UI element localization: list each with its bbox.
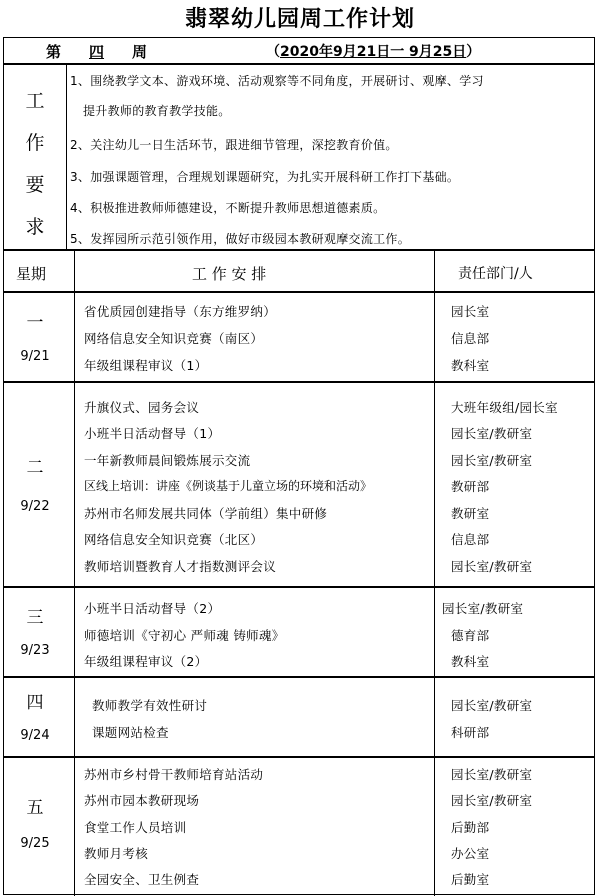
day-label: 五 — [26, 798, 44, 818]
week-label — [46, 41, 147, 62]
day-label: 三 — [26, 608, 44, 628]
week-suffix: 周 — [132, 43, 148, 61]
resp-item: 园长室/教研室 — [451, 767, 533, 782]
divider — [434, 249, 435, 628]
plan-table — [3, 37, 595, 895]
task-item: 区线上培训：讲座《例谈基于儿童立场的环境和活动》 — [84, 479, 373, 493]
week-row — [4, 38, 596, 63]
requirement-item: 1、围绕教学文本、游戏环境、活动观察等不同角度，开展研讨、观摩、学习 — [70, 74, 484, 88]
requirement-item: 3、加强课题管理，合理规划课题研究，为扎实开展科研工作打下基础。 — [70, 170, 460, 184]
requirement-item: 提升教师的教育教学技能。 — [83, 104, 231, 118]
date-range-close: ） — [466, 44, 481, 60]
resp-item: 教研室 — [451, 506, 490, 521]
resp-item: 园长室/教研室 — [451, 426, 533, 441]
divider — [4, 586, 594, 588]
req-char: 求 — [25, 216, 45, 238]
week-number: 四 — [89, 43, 105, 61]
divider — [74, 249, 75, 896]
task-item: 全园安全、卫生例查 — [84, 872, 200, 887]
task-item: 课题网站检查 — [92, 725, 169, 740]
resp-item: 教科室 — [451, 358, 490, 373]
date-range-text: 2020年9月21日一 9月25日 — [280, 44, 467, 60]
resp-item: 园长室/教研室 — [451, 793, 533, 808]
day-label: 一 — [26, 313, 44, 333]
resp-item: 园长室 — [451, 304, 490, 319]
task-item: 网络信息安全知识竞赛（北区） — [84, 532, 264, 547]
day-label: 二 — [26, 458, 44, 478]
date-range — [266, 41, 480, 61]
task-item: 年级组课程审议（2） — [84, 654, 208, 669]
day-date: 9/21 — [20, 349, 50, 364]
header-day: 星期 — [16, 265, 47, 283]
req-char: 作 — [25, 132, 45, 154]
task-item: 苏州市园本教研现场 — [84, 793, 200, 808]
task-item: 年级组课程审议（1） — [84, 358, 208, 373]
task-item: 师德培训《守初心 严师魂 铸师魂》 — [84, 628, 285, 643]
page-title: 翡翠幼儿园周工作计划 — [184, 6, 415, 32]
requirement-item: 4、积极推进教师师德建设，不断提升教师思想道德素质。 — [70, 201, 386, 215]
resp-item: 大班年级组/园长室 — [451, 400, 558, 415]
task-item: 苏州市名师发展共同体（学前组）集中研修 — [84, 506, 328, 521]
divider — [4, 381, 594, 383]
requirements-label — [4, 66, 66, 276]
divider — [66, 63, 67, 250]
task-item: 食堂工作人员培训 — [84, 820, 187, 835]
task-item: 小班半日活动督导（2） — [84, 601, 221, 616]
task-item: 教师月考核 — [84, 846, 149, 861]
date-range-open: （ — [266, 44, 280, 60]
resp-item: 教科室 — [451, 654, 490, 669]
resp-item: 德育部 — [451, 628, 490, 643]
task-item: 苏州市乡村骨干教师培育站活动 — [84, 767, 264, 782]
day-date: 9/25 — [20, 836, 50, 851]
day-date: 9/24 — [20, 728, 50, 743]
divider — [434, 628, 435, 896]
task-item: 省优质园创建指导（东方维罗纳） — [84, 304, 277, 319]
resp-item: 园长室/教研室 — [442, 601, 524, 616]
resp-item: 园长室/教研室 — [451, 698, 533, 713]
task-item: 小班半日活动督导（1） — [84, 426, 221, 441]
requirement-item: 5、发挥园所示范引领作用，做好市级园本教研观摩交流工作。 — [70, 232, 411, 246]
divider — [4, 756, 594, 758]
task-item: 教师培训暨教育人才指数测评会议 — [84, 559, 277, 574]
divider — [4, 676, 594, 678]
resp-item: 信息部 — [451, 532, 490, 547]
resp-item: 后勤室 — [451, 872, 490, 887]
week-prefix: 第 — [46, 43, 62, 61]
resp-item: 科研部 — [451, 725, 490, 740]
resp-item: 教研部 — [451, 479, 490, 494]
task-item: 网络信息安全知识竞赛（南区） — [84, 331, 264, 346]
task-item: 升旗仪式、园务会议 — [84, 400, 200, 415]
resp-item: 后勤部 — [451, 820, 490, 835]
resp-item: 园长室/教研室 — [451, 559, 533, 574]
day-date: 9/23 — [20, 643, 50, 658]
resp-item: 办公室 — [451, 846, 490, 861]
requirement-item: 2、关注幼儿一日生活环节，跟进细节管理，深挖教育价值。 — [70, 138, 398, 152]
header-task: 工 作 安 排 — [192, 265, 267, 283]
req-char: 要 — [25, 174, 45, 196]
header-resp: 责任部门/人 — [458, 266, 533, 282]
day-label: 四 — [26, 693, 44, 713]
req-char: 工 — [25, 90, 45, 112]
divider — [4, 291, 594, 293]
divider — [4, 249, 594, 251]
task-item: 一年新教师晨间锻炼展示交流 — [84, 453, 251, 468]
day-date: 9/22 — [20, 499, 50, 514]
task-item: 教师教学有效性研讨 — [92, 698, 208, 713]
resp-item: 园长室/教研室 — [451, 453, 533, 468]
divider — [4, 63, 594, 65]
resp-item: 信息部 — [451, 331, 490, 346]
